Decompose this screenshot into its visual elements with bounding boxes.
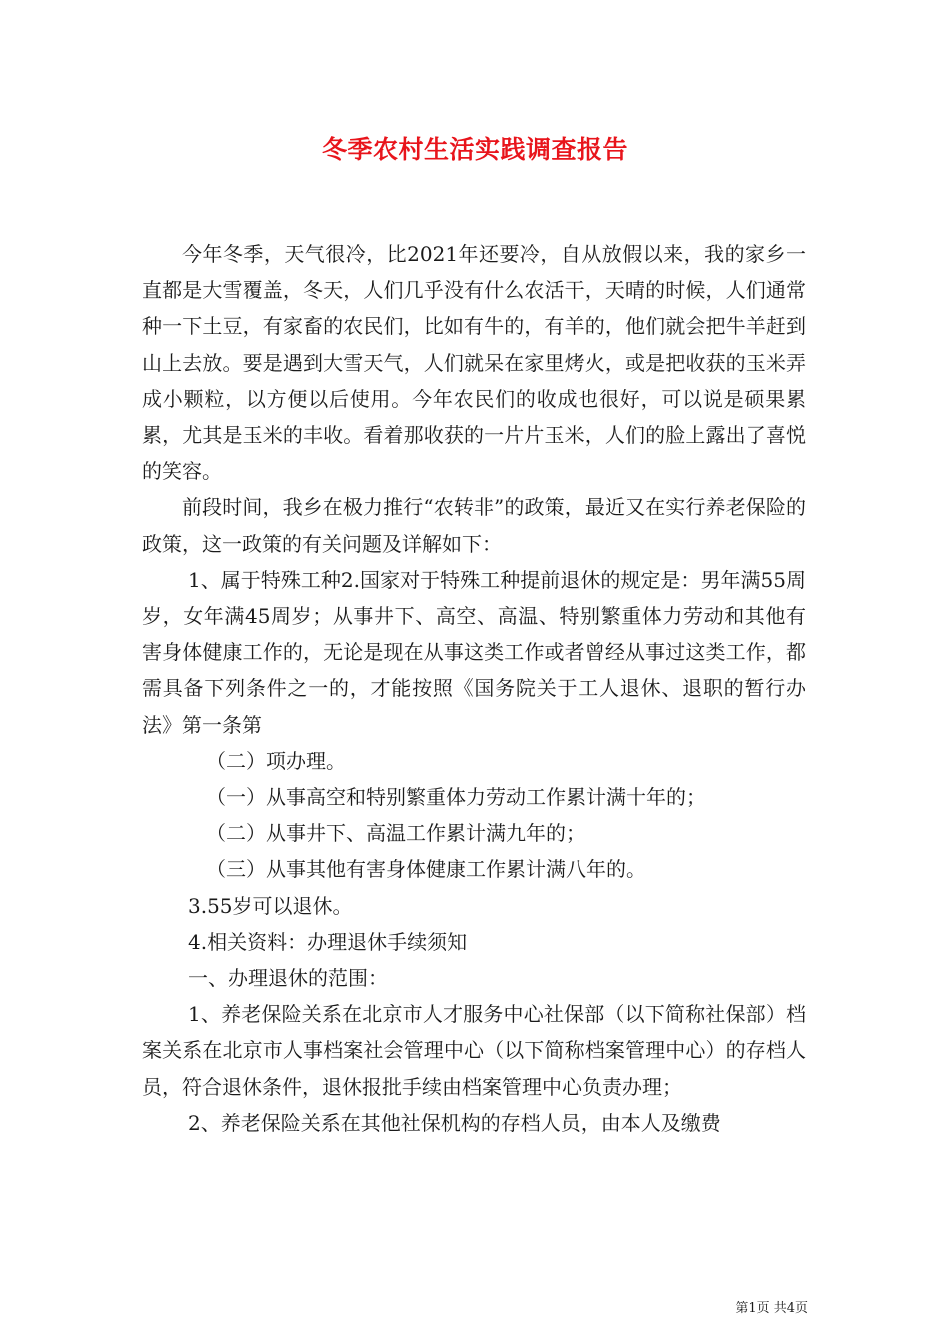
document-title: 冬季农村生活实践调查报告	[321, 135, 628, 164]
paragraph-condition-2: （二）从事井下、高温工作累计满九年的；	[206, 821, 586, 846]
paragraph-condition-1: （一）从事高空和特别繁重体力劳动工作累计满十年的；	[206, 785, 706, 810]
paragraph-item-1-continued: （二）项办理。	[206, 748, 346, 773]
paragraph-intro: 今年冬季，天气很冷，比2021年还要冷，自从放假以来，我的家乡一直都是大雪覆盖，冬天，人们几乎没有什么农活干，天晴的时候，人们通常种一下土豆，有家畜的农民们，比如有牛的，有羊的，他们就会把牛羊赶到山上去放。要是遇到大雪天气，人们就呆在家里烤火，或是把收获的玉米弄成小颗粒，以方便以后使用。今年农民们的收成也很好，可以说是硕果累累，尤其是玉米的丰收。看着那收获的一片片玉米，人们的脸上露出了喜悦的笑容。	[142, 242, 806, 484]
paragraph-item-1: 1、属于特殊工种2.国家对于特殊工种提前退休的规定是：男年满55周岁，女年满45周岁；从事井下、高空、高温、特别繁重体力劳动和其他有害身体健康工作的，无论是现在从事这类工作或者曾经从事过这类工作，都需具备下列条件之一的，才能按照《国务院关于工人退休、退职的暂行办法》第一条第	[142, 567, 806, 737]
document-body	[142, 236, 806, 1141]
paragraph-scope-2: 2、养老保险关系在其他社保机构的存档人员，由本人及缴费	[188, 1110, 721, 1135]
paragraph-item-4: 4.相关资料：办理退休手续须知	[188, 929, 468, 954]
paragraph-scope-1: 1、养老保险关系在北京市人才服务中心社保部（以下简称社保部）档案关系在北京市人事档案社会管理中心（以下简称档案管理中心）的存档人员，符合退休条件，退休报批手续由档案管理中心负责办理；	[142, 1002, 806, 1099]
page-number-footer: 第1页 共4页	[735, 1301, 808, 1316]
paragraph-condition-3: （三）从事其他有害身体健康工作累计满八年的。	[206, 857, 646, 882]
paragraph-policy: 前段时间，我乡在极力推行“农转非”的政策，最近又在实行养老保险的政策，这一政策的有关问题及详解如下：	[142, 495, 806, 556]
paragraph-item-3: 3.55岁可以退休。	[188, 893, 353, 918]
paragraph-section-1: 一、办理退休的范围：	[188, 966, 388, 991]
